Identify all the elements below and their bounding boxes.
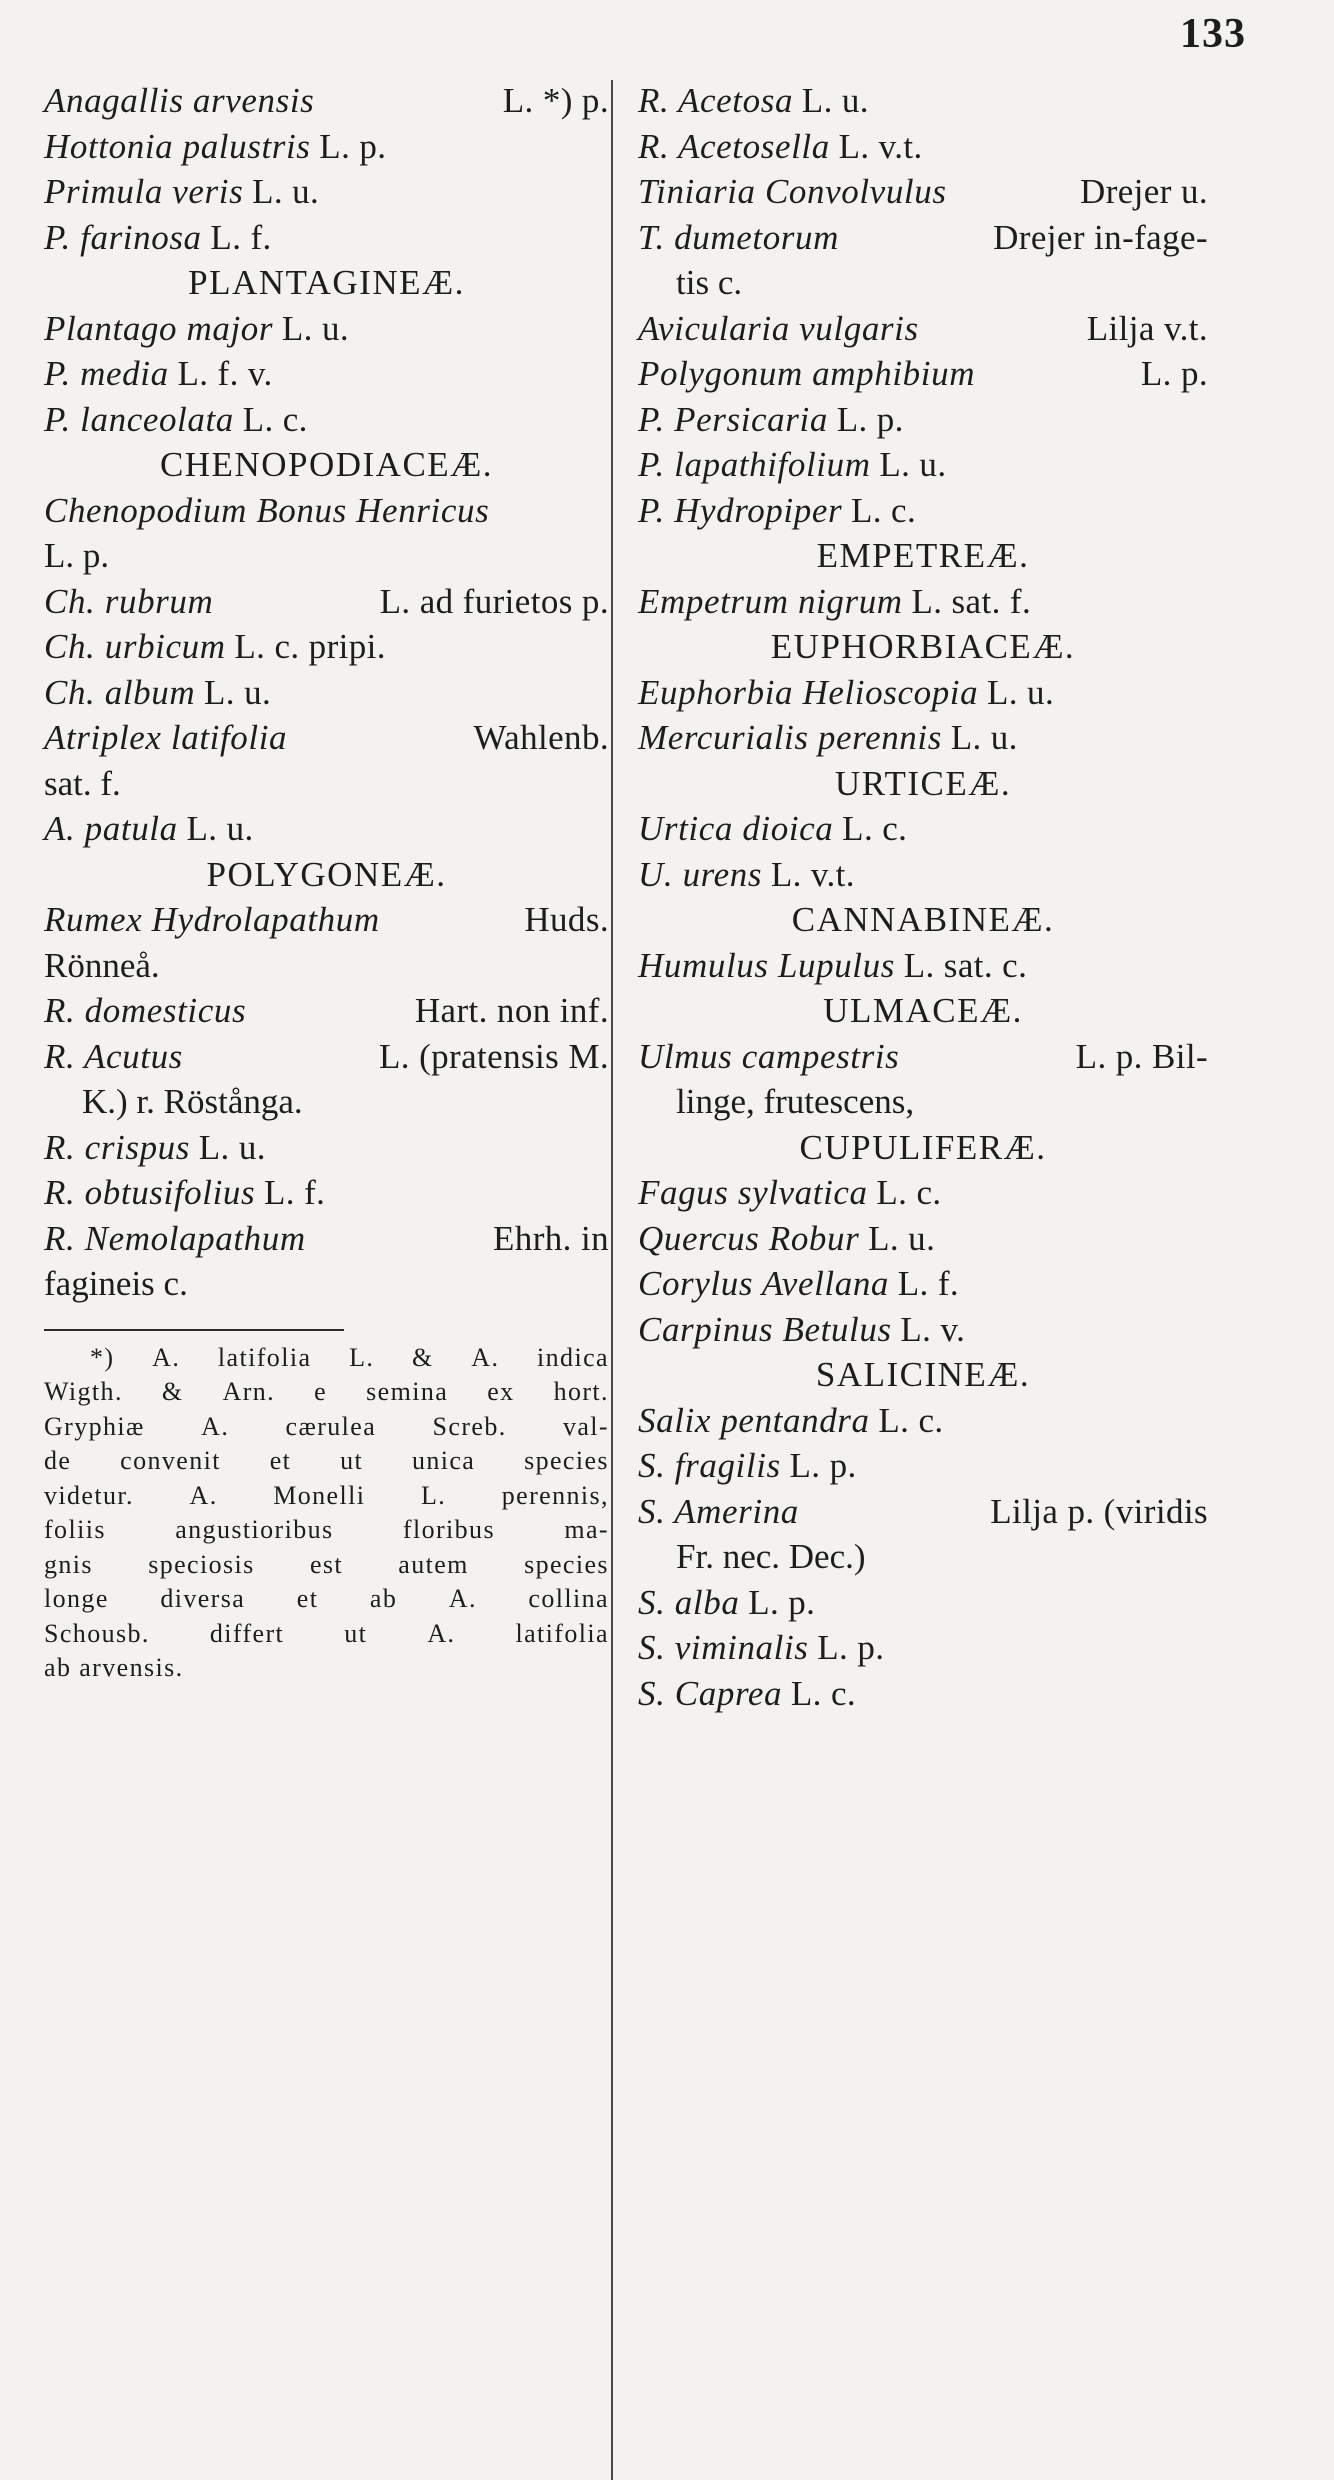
family-heading: CANNABINEÆ. <box>791 900 1055 939</box>
species-entry <box>44 670 609 716</box>
species-name: S. fragilis <box>638 1446 781 1485</box>
species-entry <box>44 1170 609 1216</box>
species-entry <box>638 852 1208 898</box>
footnote-line <box>44 1341 609 1376</box>
species-entry <box>638 1398 1208 1444</box>
species-entry <box>44 579 609 625</box>
footnote-word: A. <box>152 1342 181 1372</box>
footnote-word: Wigth. <box>44 1377 123 1406</box>
footnote-word: ma- <box>564 1515 609 1544</box>
footnote-word: differt <box>209 1618 285 1648</box>
species-entry <box>638 1489 1208 1535</box>
footnote-word: collina <box>528 1584 609 1613</box>
footnote-word: cærulea <box>285 1411 377 1441</box>
species-annotation: L. sat. f. <box>911 581 1032 621</box>
species-annotation: L. u. <box>281 308 349 348</box>
species-name: Humulus Lupulus <box>638 945 895 985</box>
species-name: Quercus Robur <box>638 1218 860 1258</box>
right-entries <box>638 78 1208 1716</box>
species-name: Ch. album <box>44 672 196 712</box>
species-name: Rumex Hydrolapathum <box>44 900 380 939</box>
left-entries <box>44 78 609 1307</box>
species-annotation: L. c. <box>790 1673 857 1713</box>
species-annotation: L. v.t. <box>770 854 855 894</box>
footnote-word: val- <box>562 1411 609 1441</box>
species-name: Primula veris <box>44 172 244 211</box>
species-entry <box>638 442 1208 488</box>
species-annotation: L. u. <box>204 672 272 712</box>
species-annotation: L. ad furietos p. <box>379 581 609 621</box>
footnote-word: Monelli <box>273 1480 366 1510</box>
species-name: Hottonia palustris <box>44 126 311 166</box>
footnote-word: angustioribus <box>175 1515 334 1544</box>
footnote-word: de <box>44 1446 72 1475</box>
footnote-word: unica <box>411 1446 476 1475</box>
species-name: S. viminalis <box>638 1628 809 1667</box>
family-heading: ULMACEÆ. <box>823 991 1023 1030</box>
species-name: Ch. rubrum <box>44 581 214 621</box>
species-name: Fagus sylvatica <box>638 1173 868 1212</box>
species-entry <box>638 1580 1208 1626</box>
species-name: Ch. urbicum <box>44 627 226 666</box>
species-annotation: L. p. <box>789 1446 857 1485</box>
species-annotation: L. c. <box>878 1400 944 1440</box>
species-annotation: L. u. <box>868 1218 936 1258</box>
species-entry <box>638 806 1208 852</box>
species-name: P. farinosa <box>44 217 202 257</box>
species-entry <box>638 1625 1208 1671</box>
continuation-line: sat. f. <box>44 763 121 803</box>
footnote-word: floribus <box>402 1515 495 1544</box>
species-entry <box>638 715 1208 761</box>
column-divider <box>611 80 613 2480</box>
species-entry <box>44 897 609 943</box>
species-name: Avicularia vulgaris <box>638 308 919 348</box>
species-name: Carpinus Betulus <box>638 1309 892 1349</box>
species-name: S. Amerina <box>638 1491 799 1531</box>
species-name: Salix pentandra <box>638 1400 870 1440</box>
footnote-word: ex <box>487 1377 515 1406</box>
footnote-word: A. <box>471 1342 500 1372</box>
footnote-word: *) <box>90 1342 115 1372</box>
footnote-word: L. <box>349 1342 375 1372</box>
species-name: P. Persicaria <box>638 399 828 439</box>
species-name: Corylus Avellana <box>638 1264 890 1303</box>
footnote <box>44 1341 609 1686</box>
species-annotation: Hart. non inf. <box>414 991 609 1030</box>
footnote-word: et <box>269 1446 292 1475</box>
species-entry <box>44 306 609 352</box>
continuation-line: Rönneå. <box>44 945 160 985</box>
species-name: Euphorbia Helioscopia <box>638 672 979 712</box>
footnote-word: et <box>296 1584 319 1613</box>
species-entry <box>44 351 609 397</box>
species-annotation: Lilja p. (viridis <box>990 1491 1208 1531</box>
footnote-word: e <box>314 1377 328 1406</box>
species-entry <box>638 579 1208 625</box>
species-name: R. Nemolapathum <box>44 1218 306 1258</box>
species-annotation: L. v. <box>900 1309 966 1349</box>
family-heading: SALICINEÆ. <box>815 1355 1031 1394</box>
footnote-word: A. <box>201 1411 230 1441</box>
species-annotation: Ehrh. in <box>493 1218 609 1258</box>
species-entry <box>638 1671 1208 1717</box>
species-entry <box>638 943 1208 989</box>
species-annotation: L. p. <box>836 399 904 439</box>
species-annotation: L. c. pripi. <box>234 627 386 666</box>
species-entry <box>638 1216 1208 1262</box>
footnote-word: species <box>524 1446 609 1475</box>
species-annotation: L. v.t. <box>838 126 923 166</box>
footnote-word: indica <box>537 1342 609 1372</box>
species-name: P. lanceolata <box>44 399 234 439</box>
species-annotation: L. u. <box>186 809 254 848</box>
footnote-word: & <box>411 1342 434 1372</box>
species-entry <box>638 124 1208 170</box>
continuation-line: Fr. nec. Dec.) <box>676 1537 866 1576</box>
species-entry <box>638 78 1208 124</box>
family-heading: POLYGONEÆ. <box>206 854 447 894</box>
species-name: T. dumetorum <box>638 217 839 257</box>
species-entry <box>638 488 1208 534</box>
species-annotation: L. p. Bil- <box>1075 1036 1208 1076</box>
species-entry <box>638 670 1208 716</box>
species-annotation: Lilja v.t. <box>1086 308 1208 348</box>
footnote-word: convenit <box>120 1446 221 1475</box>
footnote-word: Screb. <box>432 1411 507 1441</box>
species-name: S. Caprea <box>638 1673 783 1713</box>
footnote-line <box>44 1617 609 1652</box>
species-annotation: Wahlenb. <box>473 718 609 757</box>
species-annotation: Drejer in-fage- <box>993 217 1208 257</box>
species-entry <box>44 169 609 215</box>
family-heading: PLANTAGINEÆ. <box>188 263 465 302</box>
footnote-word: gnis <box>44 1549 93 1579</box>
footnote-word: speciosis <box>148 1549 255 1579</box>
footnote-line <box>44 1582 609 1617</box>
footnote-line <box>44 1444 609 1479</box>
footnote-word: semina <box>366 1377 449 1406</box>
species-entry <box>44 1034 609 1080</box>
left-column <box>44 78 609 1686</box>
footnote-line <box>44 1479 609 1514</box>
species-annotation: L. c. <box>876 1173 942 1212</box>
footnote-word: Arn. <box>222 1377 276 1406</box>
family-heading: EUPHORBIACEÆ. <box>770 627 1076 666</box>
species-annotation: L. f. <box>210 217 272 257</box>
species-entry <box>638 1307 1208 1353</box>
footnote-word: ut <box>344 1618 368 1648</box>
footnote-word: & <box>161 1377 184 1406</box>
family-heading: CHENOPODIACEÆ. <box>159 445 494 484</box>
footnote-word: videtur. <box>44 1480 134 1510</box>
species-name: P. lapathifolium <box>638 445 871 484</box>
species-annotation: L. sat. c. <box>903 945 1028 985</box>
species-annotation: L. u. <box>801 81 869 120</box>
species-entry <box>44 488 609 534</box>
footnote-word: hort. <box>553 1377 609 1406</box>
species-name: Urtica dioica <box>638 809 834 848</box>
footnote-word: est <box>309 1549 344 1579</box>
species-annotation: L. p. <box>319 126 387 166</box>
species-name: S. alba <box>638 1582 740 1622</box>
species-entry <box>44 624 609 670</box>
species-name: A. patula <box>44 809 178 848</box>
footnote-word: foliis <box>44 1515 106 1544</box>
species-annotation: L. u. <box>252 172 320 211</box>
species-name: U. urens <box>638 854 763 894</box>
footnote-word: diversa <box>160 1584 246 1613</box>
family-heading: URTICEÆ. <box>834 763 1012 803</box>
page-number: 133 <box>1180 11 1246 57</box>
species-annotation: L. c. <box>850 490 917 530</box>
right-column <box>638 78 1208 1716</box>
species-annotation: L. u. <box>198 1127 266 1167</box>
species-annotation: L. u. <box>879 445 947 484</box>
species-entry <box>638 1443 1208 1489</box>
species-name: Tiniaria Convolvulus <box>638 172 947 211</box>
species-name: R. domesticus <box>44 991 247 1030</box>
footnote-word: A. <box>448 1584 477 1613</box>
continuation-line: fagineis c. <box>44 1264 188 1303</box>
footnote-word: A. <box>427 1618 456 1648</box>
footnote-word: perennis, <box>501 1480 609 1510</box>
footnote-rule <box>44 1329 344 1331</box>
species-annotation: L. c. <box>242 399 308 439</box>
species-name: Atriplex latifolia <box>44 718 288 757</box>
species-name: R. crispus <box>44 1127 190 1167</box>
species-name: P. Hydropiper <box>638 490 843 530</box>
species-entry <box>638 169 1208 215</box>
footnote-word: longe <box>44 1584 109 1613</box>
footnote-line <box>44 1375 609 1410</box>
footnote-word: Schousb. <box>44 1618 150 1648</box>
footnote-line: ab arvensis. <box>44 1653 184 1682</box>
footnote-word: L. <box>420 1480 447 1510</box>
family-heading: CUPULIFERÆ. <box>799 1127 1047 1167</box>
species-annotation: L. f. v. <box>177 354 273 393</box>
species-name: Anagallis arvensis <box>44 81 315 120</box>
footnote-word: latifolia <box>217 1342 312 1372</box>
footnote-word: latifolia <box>515 1618 609 1648</box>
species-entry <box>44 215 609 261</box>
species-name: Plantago major <box>44 308 274 348</box>
footnote-word: autem <box>398 1549 469 1579</box>
species-entry <box>44 124 609 170</box>
species-entry <box>638 1261 1208 1307</box>
footnote-word: ab <box>369 1584 398 1613</box>
species-name: R. Acetosella <box>638 126 830 166</box>
species-entry <box>44 988 609 1034</box>
species-annotation: L. u. <box>986 672 1055 712</box>
footnote-word: species <box>524 1549 609 1579</box>
species-entry <box>44 806 609 852</box>
footnote-word: ut <box>340 1446 364 1475</box>
species-entry <box>44 78 609 124</box>
species-annotation: L. f. <box>897 1264 960 1303</box>
continuation-line: tis c. <box>676 263 743 302</box>
species-entry <box>44 715 609 761</box>
species-annotation: L. c. <box>842 809 908 848</box>
continuation-line: linge, frutescens, <box>676 1082 915 1121</box>
species-annotation: L. p. <box>1140 354 1208 393</box>
species-name: Chenopodium Bonus Henricus <box>44 490 490 530</box>
species-name: R. Acutus <box>44 1036 183 1076</box>
species-annotation: L. u. <box>950 718 1018 757</box>
species-entry <box>638 397 1208 443</box>
footnote-word: Gryphiæ <box>44 1411 145 1441</box>
footnote-line <box>44 1513 609 1548</box>
continuation-line: L. p. <box>44 536 110 575</box>
footnote-word: A. <box>189 1480 218 1510</box>
species-entry <box>44 1125 609 1171</box>
species-annotation: Huds. <box>524 900 609 939</box>
species-entry <box>638 1034 1208 1080</box>
family-heading: EMPETREÆ. <box>816 536 1030 575</box>
species-entry <box>638 351 1208 397</box>
species-entry <box>44 397 609 443</box>
species-name: Polygonum amphibium <box>638 354 976 393</box>
species-annotation: L. f. <box>264 1173 326 1212</box>
species-entry <box>638 306 1208 352</box>
species-name: Mercurialis perennis <box>638 718 942 757</box>
species-name: P. media <box>44 354 169 393</box>
species-name: Empetrum nigrum <box>638 581 903 621</box>
species-name: Ulmus campestris <box>638 1036 900 1076</box>
continuation-line: K.) r. Röstånga. <box>82 1082 303 1121</box>
species-entry <box>44 1216 609 1262</box>
species-annotation: L. p. <box>817 1628 885 1667</box>
species-annotation: L. (pratensis M. <box>379 1036 609 1076</box>
species-entry <box>638 1170 1208 1216</box>
species-name: R. Acetosa <box>638 81 794 120</box>
footnote-line <box>44 1548 609 1583</box>
species-name: R. obtusifolius <box>44 1173 256 1212</box>
species-entry <box>638 215 1208 261</box>
species-annotation: Drejer u. <box>1080 172 1208 211</box>
species-annotation: L. *) p. <box>502 81 609 120</box>
species-annotation: L. p. <box>748 1582 816 1622</box>
footnote-line <box>44 1410 609 1445</box>
